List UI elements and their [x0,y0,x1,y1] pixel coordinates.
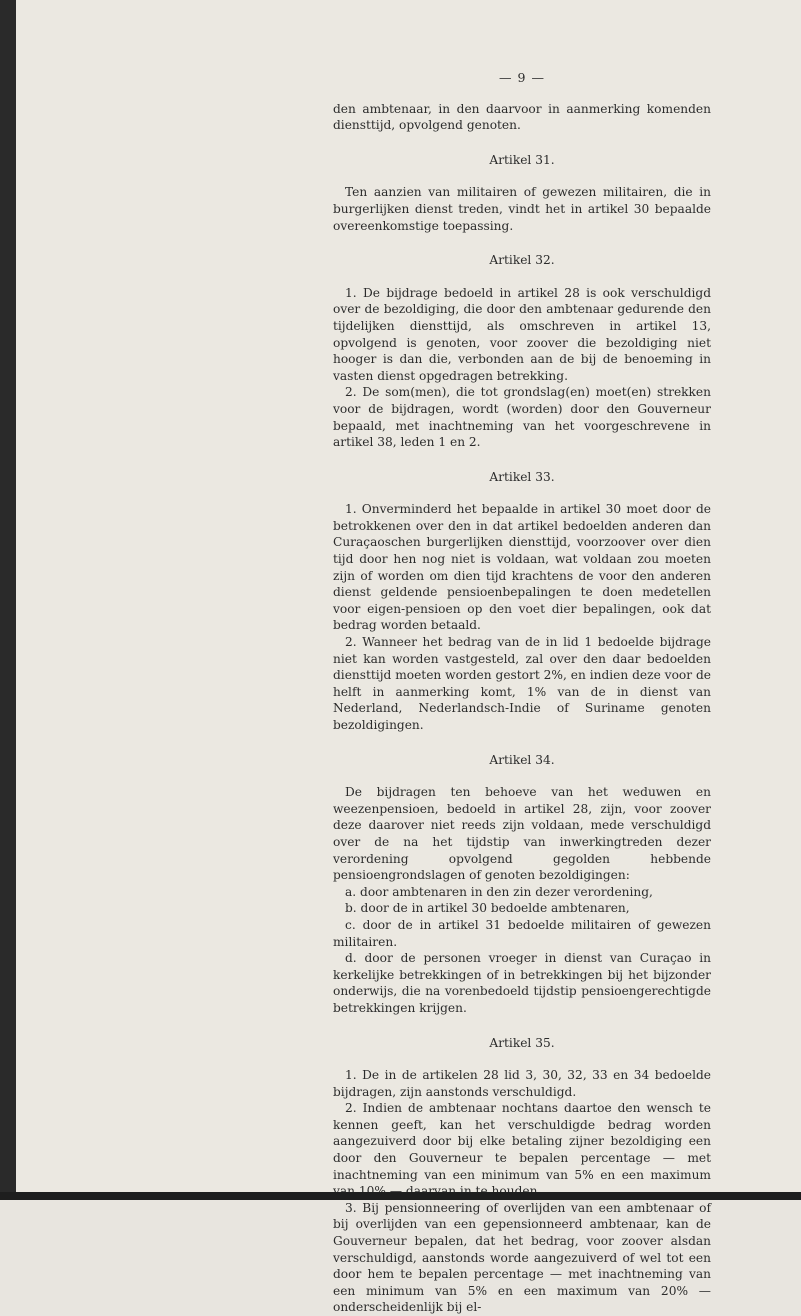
article-35-paragraph-1: 1. De in de artikelen 28 lid 3, 30, 32, 33 en 34 bedoelde bijdragen, zijn aanstonds verschuldigd. [333,1068,711,1099]
article-33-paragraph-1: 1. Onverminderd het bepaalde in artikel 30 moet door de betrokkenen over den in dat artikel bedoelden anderen dan Curaçaoschen burgerlijken diensttijd, voorzoover over dien tijd door hen nog niet is voldaan, wat voldaan zou moeten zijn of worden om dien tijd krachtens de voor den anderen dienst geldende pensioenbepalingen te doen medetellen voor eigen-pensioen op den voet dier bepalingen, ook dat bedrag worden betaald. [333,502,711,633]
article-33-paragraph-2: 2. Wanneer het bedrag van de in lid 1 bedoelde bijdrage niet kan worden vastgesteld, zal over den daar bedoelden diensttijd moeten worden gestort 2%, en indien deze voor de helft in aanmerking komt, 1% van de in dienst van Nederland, Nederlandsch-Indie of Suriname genoten bezoldigingen. [333,635,711,732]
binding-edge [0,0,16,1200]
article-34-item-a: a. door ambtenaren in den zin dezer verordening, [345,884,653,899]
article-34-item-b: b. door de in artikel 30 bedoelde ambtenaren, [345,901,630,916]
article-31-text: Ten aanzien van militairen of gewezen militairen, die in burgerlijken dienst treden, vindt het in artikel 30 bepaalde overeenkomstige toepassing. [333,185,711,233]
article-34-heading: Artikel 34. [489,752,555,767]
article-34-item-c: c. door de in artikel 31 bedoelde militairen of gewezen militairen. [333,917,711,949]
bottom-edge [0,1192,801,1200]
article-35-paragraph-3: 3. Bij pensionneering of overlijden van een ambtenaar of bij overlijden van een gepensionneerd ambtenaar, kan de Gouverneur bepalen, dat het bedrag, voor zoover alsdan verschuldigd, aanstonds worde aangezuiverd of wel tot een door hem te bepalen percentage — met inachtneming van een minimum van 5% en een maximum van 20% — onderscheidenlijk bij el- [333,1200,711,1315]
article-32-paragraph-2: 2. De som(men), die tot grondslag(en) moet(en) strekken voor de bijdragen, wordt (worden) door den Gouverneur bepaald, met inachtneming van het voorgeschrevene in artikel 38, leden 1 en 2. [333,385,711,450]
article-32-paragraph-1: 1. De bijdrage bedoeld in artikel 28 is ook verschuldigd over de bezoldiging, die door den ambtenaar gedurende den tijdelijken diensttijd, als omschreven in artikel 13, opvolgend is genoten, voor zoover die bezoldiging niet hooger is dan die, verbonden aan de bij de benoeming in vasten dienst opgedragen betrekking. [333,285,711,383]
article-31-heading: Artikel 31. [489,152,555,167]
article-35-heading: Artikel 35. [489,1035,555,1050]
article-33-heading: Artikel 33. [489,469,555,484]
article-32-heading: Artikel 32. [489,253,555,268]
page-text [333,70,711,1316]
continued-paragraph: den ambtenaar, in den daarvoor in aanmerking komenden diensttijd, opvolgend genoten. [333,101,711,133]
article-34-paragraph-1: De bijdragen ten behoeve van het weduwen en weezenpensioen, bedoeld in artikel 28, zijn, voor zoover deze daarover niet reeds zijn voldaan, mede verschuldigd over de na het tijdstip van inwerkingtreden dezer verordening opvolgend gegolden hebbende pensioengrondslagen of genoten bezoldigingen: [333,785,711,883]
article-35-paragraph-2: 2. Indien de ambtenaar nochtans daartoe den wensch te kennen geeft, kan het verschuldigde bedrag worden aangezuiverd door bij elke betaling zijner bezoldiging een door den Gouverneur te bepalen percentage — met inachtneming van een minimum van 5% en een maximum [333,1101,711,1182]
page-number: — 9 — [499,70,545,85]
article-34-item-d: d. door de personen vroeger in dienst van Curaçao in kerkelijke betrekkingen of in betrekkingen bij het bijzonder onderwijs, die na vorenbedoeld tijdstip pensioengerechtigde betrekkingen krijgen. [333,951,711,1015]
